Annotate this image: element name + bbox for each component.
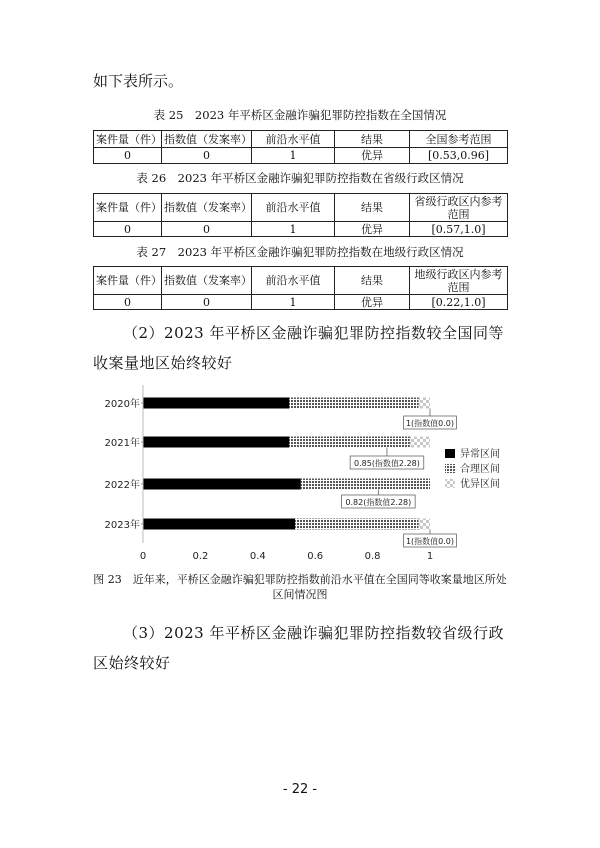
- annotation-label: 0.85(指数值2.28): [354, 459, 420, 468]
- page-number: - 22 -: [282, 782, 318, 797]
- bar-segment-2: [295, 519, 418, 530]
- category-label: 2021年: [104, 438, 140, 449]
- bar-segment-3: [419, 519, 430, 530]
- table-cell: 1: [252, 222, 335, 237]
- table-header-cell: 前沿水平值: [252, 194, 335, 222]
- legend: [445, 447, 500, 490]
- legend-swatch: [445, 449, 455, 458]
- table-header-cell: 案件量（件）: [94, 131, 162, 148]
- table-header-cell: 全国参考范围: [410, 131, 508, 148]
- table-header-cell: 指数值（发案率）: [162, 131, 252, 148]
- bar-segment-3: [410, 437, 430, 448]
- bar-segment-3: [419, 398, 430, 409]
- section-heading-3: （3）2023 年平桥区金融诈骗犯罪防控指数较省级行政区始终较好: [93, 624, 504, 672]
- table-cell: 0: [94, 148, 162, 164]
- x-tick-label: 0.8: [364, 551, 381, 562]
- table-header-cell: 案件量（件）: [94, 194, 162, 222]
- table-cell: 0: [94, 295, 162, 310]
- bar-segment-1: [143, 437, 289, 448]
- table-cell: 优异: [335, 295, 410, 310]
- intro-text: 如下表所示。: [93, 72, 184, 90]
- x-axis-ticks: [140, 551, 433, 562]
- table-cell: [0.57,1.0]: [410, 222, 508, 237]
- x-tick-label: 0.4: [249, 551, 266, 562]
- figure-caption-line1: 图 23 近年来，平桥区金融诈骗犯罪防控指数前沿水平值在全国同等收案量地区所处: [93, 573, 507, 586]
- table-25-caption: 表 25 2023 年平桥区金融诈骗犯罪防控指数在全国情况: [153, 108, 447, 122]
- x-tick-label: 1: [426, 551, 434, 562]
- table-header-cell: 结果: [335, 131, 410, 148]
- table-cell: 0: [162, 295, 252, 310]
- bar-segment-2: [301, 479, 430, 490]
- table-cell: 1: [252, 148, 335, 164]
- bar-segment-1: [143, 398, 289, 409]
- category-label: 2020年: [104, 399, 140, 410]
- legend-label: 合理区间: [460, 464, 500, 475]
- x-tick-label: 0: [139, 551, 147, 562]
- table-25: [93, 130, 508, 164]
- table-header-cell: 案件量（件）: [94, 267, 162, 295]
- table-cell: 0: [94, 222, 162, 237]
- interval-chart: [93, 385, 513, 565]
- table-cell: 0: [162, 222, 252, 237]
- table-header-cell: 指数值（发案率）: [162, 194, 252, 222]
- table-header-cell: 指数值（发案率）: [162, 267, 252, 295]
- bar-segment-1: [143, 519, 295, 530]
- table-cell: 优异: [335, 222, 410, 237]
- annotation-label: 1(指数值0.0): [405, 537, 455, 546]
- table-header-cell: 地级行政区内参考范围: [410, 267, 508, 295]
- legend-swatch: [445, 479, 455, 488]
- annotation-label: 1(指数值0.0): [405, 419, 455, 428]
- table-cell: 优异: [335, 148, 410, 164]
- table-27-caption: 表 27 2023 年平桥区金融诈骗犯罪防控指数在地级行政区情况: [136, 245, 464, 259]
- x-tick-label: 0.2: [192, 551, 209, 562]
- category-label: 2022年: [104, 480, 140, 491]
- table-header-cell: 前沿水平值: [252, 267, 335, 295]
- bar-segment-2: [289, 437, 410, 448]
- table-header-cell: 省级行政区内参考范围: [410, 194, 508, 222]
- table-27: [93, 266, 508, 310]
- table-26: [93, 193, 508, 237]
- legend-swatch: [445, 464, 455, 473]
- table-cell: [0.53,0.96]: [410, 148, 508, 164]
- table-cell: 1: [252, 295, 335, 310]
- table-26-caption: 表 26 2023 年平桥区金融诈骗犯罪防控指数在省级行政区情况: [136, 171, 464, 185]
- legend-label: 异常区间: [460, 449, 500, 460]
- legend-label: 优异区间: [460, 479, 500, 490]
- table-header-cell: 前沿水平值: [252, 131, 335, 148]
- x-tick-label: 0.6: [307, 551, 324, 562]
- annotation-label: 0.82(指数值2.28): [345, 498, 412, 507]
- table-cell: [0.22,1.0]: [410, 295, 508, 310]
- bar-segment-1: [143, 479, 301, 490]
- table-cell: 0: [162, 148, 252, 164]
- figure-caption-line2: 区间情况图: [272, 588, 328, 601]
- section-heading-2: （2）2023 年平桥区金融诈骗犯罪防控指数较全国同等收案量地区始终较好: [93, 324, 504, 372]
- table-header-cell: 结果: [335, 267, 410, 295]
- category-label: 2023年: [104, 520, 140, 531]
- table-header-cell: 结果: [335, 194, 410, 222]
- y-axis-labels: [105, 397, 143, 531]
- bar-segment-2: [289, 398, 418, 409]
